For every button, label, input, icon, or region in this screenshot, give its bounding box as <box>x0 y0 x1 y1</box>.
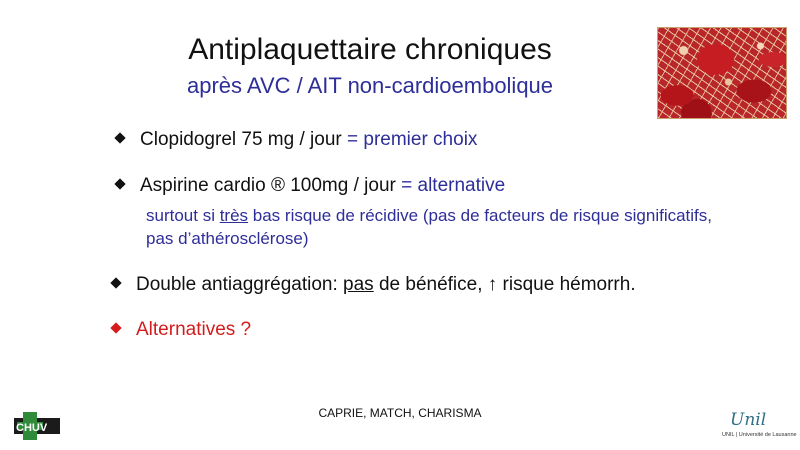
bullet-post: de bénéfice, ↑ risque hémorrh. <box>373 274 636 295</box>
detail-pre: surtout si <box>146 206 220 225</box>
bullet-text: Aspirine cardio ® 100mg / jour <box>140 175 402 196</box>
detail-underlined: très <box>219 206 249 225</box>
bullet-diamond-icon <box>110 322 121 333</box>
bullet-aspirine <box>116 174 505 198</box>
platelet-photo <box>657 27 787 119</box>
bullet-highlight: = premier choix <box>347 129 478 150</box>
chuv-logo-text: CHUV <box>16 422 48 434</box>
slide-title: Antiplaquettaire chroniques <box>188 33 552 66</box>
bullet-pre: Double antiaggrégation: <box>136 274 344 295</box>
aspirine-detail <box>146 204 726 250</box>
bullet-diamond-icon <box>110 277 121 288</box>
footer-studies: CAPRIE, MATCH, CHARISMA <box>318 406 482 420</box>
bullet-alternatives <box>112 318 251 342</box>
bullet-diamond-icon <box>114 132 125 143</box>
bullet-diamond-icon <box>114 178 125 189</box>
detail-post: bas risque de récidive (pas de facteurs de risque significatifs, pas d’athérosclérose) <box>146 206 713 248</box>
bullet-text: Clopidogrel 75 mg / jour <box>140 129 347 150</box>
unil-script-text: Unil <box>730 410 767 430</box>
bullet-clopidogrel <box>116 128 477 152</box>
unil-logo <box>722 410 797 442</box>
bullet-underlined: pas <box>343 274 374 295</box>
bullet-highlight: = alternative <box>401 175 506 196</box>
chuv-logo <box>14 412 60 440</box>
unil-caption: UNIL | Université de Lausanne <box>722 432 797 438</box>
slide-subtitle: après AVC / AIT non-cardioembolique <box>186 73 554 98</box>
bullet-double-antiaggregation <box>112 273 636 297</box>
bullet-text: Alternatives ? <box>136 319 252 340</box>
